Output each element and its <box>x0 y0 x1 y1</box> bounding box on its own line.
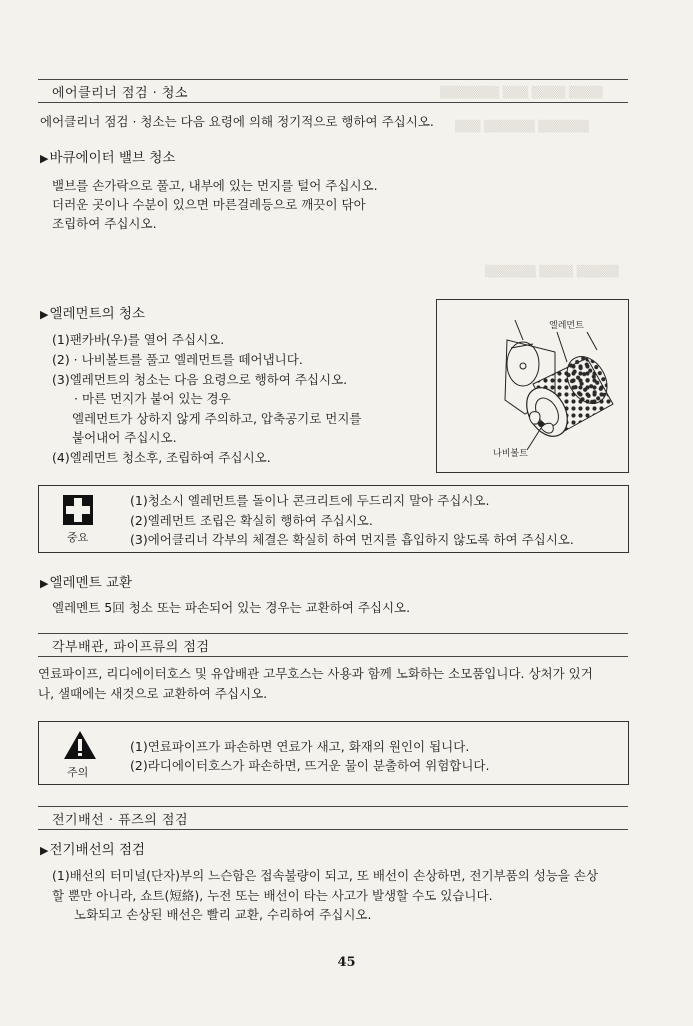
air-cleaner-figure <box>436 299 629 473</box>
paragraph-line: 연료파이프, 리디에이터호스 및 유압배관 고무호스는 사용과 함께 노화하는 소모품입니다. 상처가 있거 <box>38 666 593 681</box>
caution-line: (2)라디에이터호스가 파손하면, 뜨거운 물이 분출하여 위험합니다. <box>130 758 490 773</box>
paragraph-line: (1)배선의 터미널(단자)부의 느슨함은 접속불량이 되고, 또 배선이 손상하면, 전기부품의 성능을 손상 <box>52 868 599 883</box>
section-header-air-cleaner <box>38 79 628 103</box>
page-number: 45 <box>337 955 356 970</box>
section-header-wiring-fuse <box>38 806 628 830</box>
triangle-bullet-icon: ▶ <box>40 577 49 590</box>
section-title: 각부배관, 파이프류의 점검 <box>52 640 210 655</box>
paragraph-line: 더러운 곳이나 수분이 있으면 마른걸레등으로 깨끗이 닦아 <box>52 197 366 212</box>
step-line: (4)엘레먼트 청소후, 조립하여 주십시오. <box>52 450 271 465</box>
triangle-bullet-icon: ▶ <box>40 152 49 165</box>
step-line: · 마른 먼지가 붙어 있는 경우 <box>74 391 231 406</box>
caution-notice-box <box>38 721 629 785</box>
subheading-wiring-check: ▶전기배선의 점검 <box>40 842 146 858</box>
important-line: (1)청소시 엘레먼트를 돌이나 콘크리트에 두드리지 말아 주십시오. <box>130 493 490 508</box>
important-line: (2)엘레먼트 조립은 확실히 행하여 주십시오. <box>130 513 373 528</box>
subheading-vacuator-valve: ▶바큐에이터 밸브 청소 <box>40 150 176 166</box>
important-line: (3)에어클리너 각부의 체결은 확실히 하여 먼지를 흡입하지 않도록 하여 주십시오. <box>130 532 574 547</box>
paragraph-line: 나, 샐때에는 새것으로 교환하여 주십시오. <box>38 686 268 701</box>
section-header-piping <box>38 633 628 657</box>
show-through-text: ▒▒▒▒▒▒▒ ▒▒▒ ▒▒▒▒ ▒▒▒▒ <box>440 86 603 99</box>
triangle-bullet-icon: ▶ <box>40 844 49 857</box>
show-through-text: ▒▒▒▒▒▒ ▒▒▒▒ ▒▒▒▒▒ <box>485 265 619 278</box>
paragraph-line: 노화되고 손상된 배선은 빨리 교환, 수리하여 주십시오. <box>74 907 372 922</box>
triangle-bullet-icon: ▶ <box>40 308 49 321</box>
section-title: 에어클리너 점검 · 청소 <box>52 86 189 101</box>
subheading-element-replacement: ▶엘레멘트 교환 <box>40 575 133 591</box>
section-intro: 에어클리너 점검 · 청소는 다음 요령에 의해 정기적으로 행하여 주십시오. <box>40 114 434 129</box>
important-notice-box <box>38 485 629 553</box>
label-element: 엘레먼트 <box>549 321 584 331</box>
paragraph-line: 조립하여 주십시오. <box>52 216 157 231</box>
step-line: (2) · 나비볼트를 풀고 엘레먼트를 떼어냅니다. <box>52 352 303 367</box>
caution-line: (1)연료파이프가 파손하면 연료가 새고, 화재의 원인이 됩니다. <box>130 739 470 754</box>
step-line: (3)엘레먼트의 청소는 다음 요령으로 행하여 주십시오. <box>52 372 348 387</box>
air-cleaner-element-illustration <box>437 300 628 472</box>
paragraph-line: 엘레멘트 5回 청소 또는 파손되어 있는 경우는 교환하여 주십시오. <box>52 600 411 615</box>
paragraph-line: 밸브를 손가락으로 풀고, 내부에 있는 먼지를 털어 주십시오. <box>52 178 378 193</box>
first-aid-cross-icon <box>63 495 93 525</box>
important-label: 중요 <box>67 531 89 544</box>
paragraph-line: 할 뿐만 아니라, 쇼트(短絡), 누전 또는 배선이 타는 사고가 발생할 수도 있습니다. <box>52 888 493 903</box>
section-title: 전기배선 · 퓨즈의 점검 <box>52 813 189 828</box>
step-line: 엘레먼트가 상하지 않게 주의하고, 압축공기로 먼지를 <box>72 411 362 426</box>
step-line: 붙어내어 주십시오. <box>72 430 177 445</box>
show-through-text: ▒▒▒ ▒▒▒▒▒▒ ▒▒▒▒▒▒ <box>455 120 589 133</box>
step-line: (1)팬카바(우)를 열어 주십시오. <box>52 332 225 347</box>
label-wing-bolt: 나비볼트 <box>493 449 528 459</box>
subheading-element-cleaning: ▶엘레먼트의 청소 <box>40 306 146 322</box>
warning-triangle-icon <box>63 730 97 760</box>
caution-label: 주의 <box>67 766 89 779</box>
